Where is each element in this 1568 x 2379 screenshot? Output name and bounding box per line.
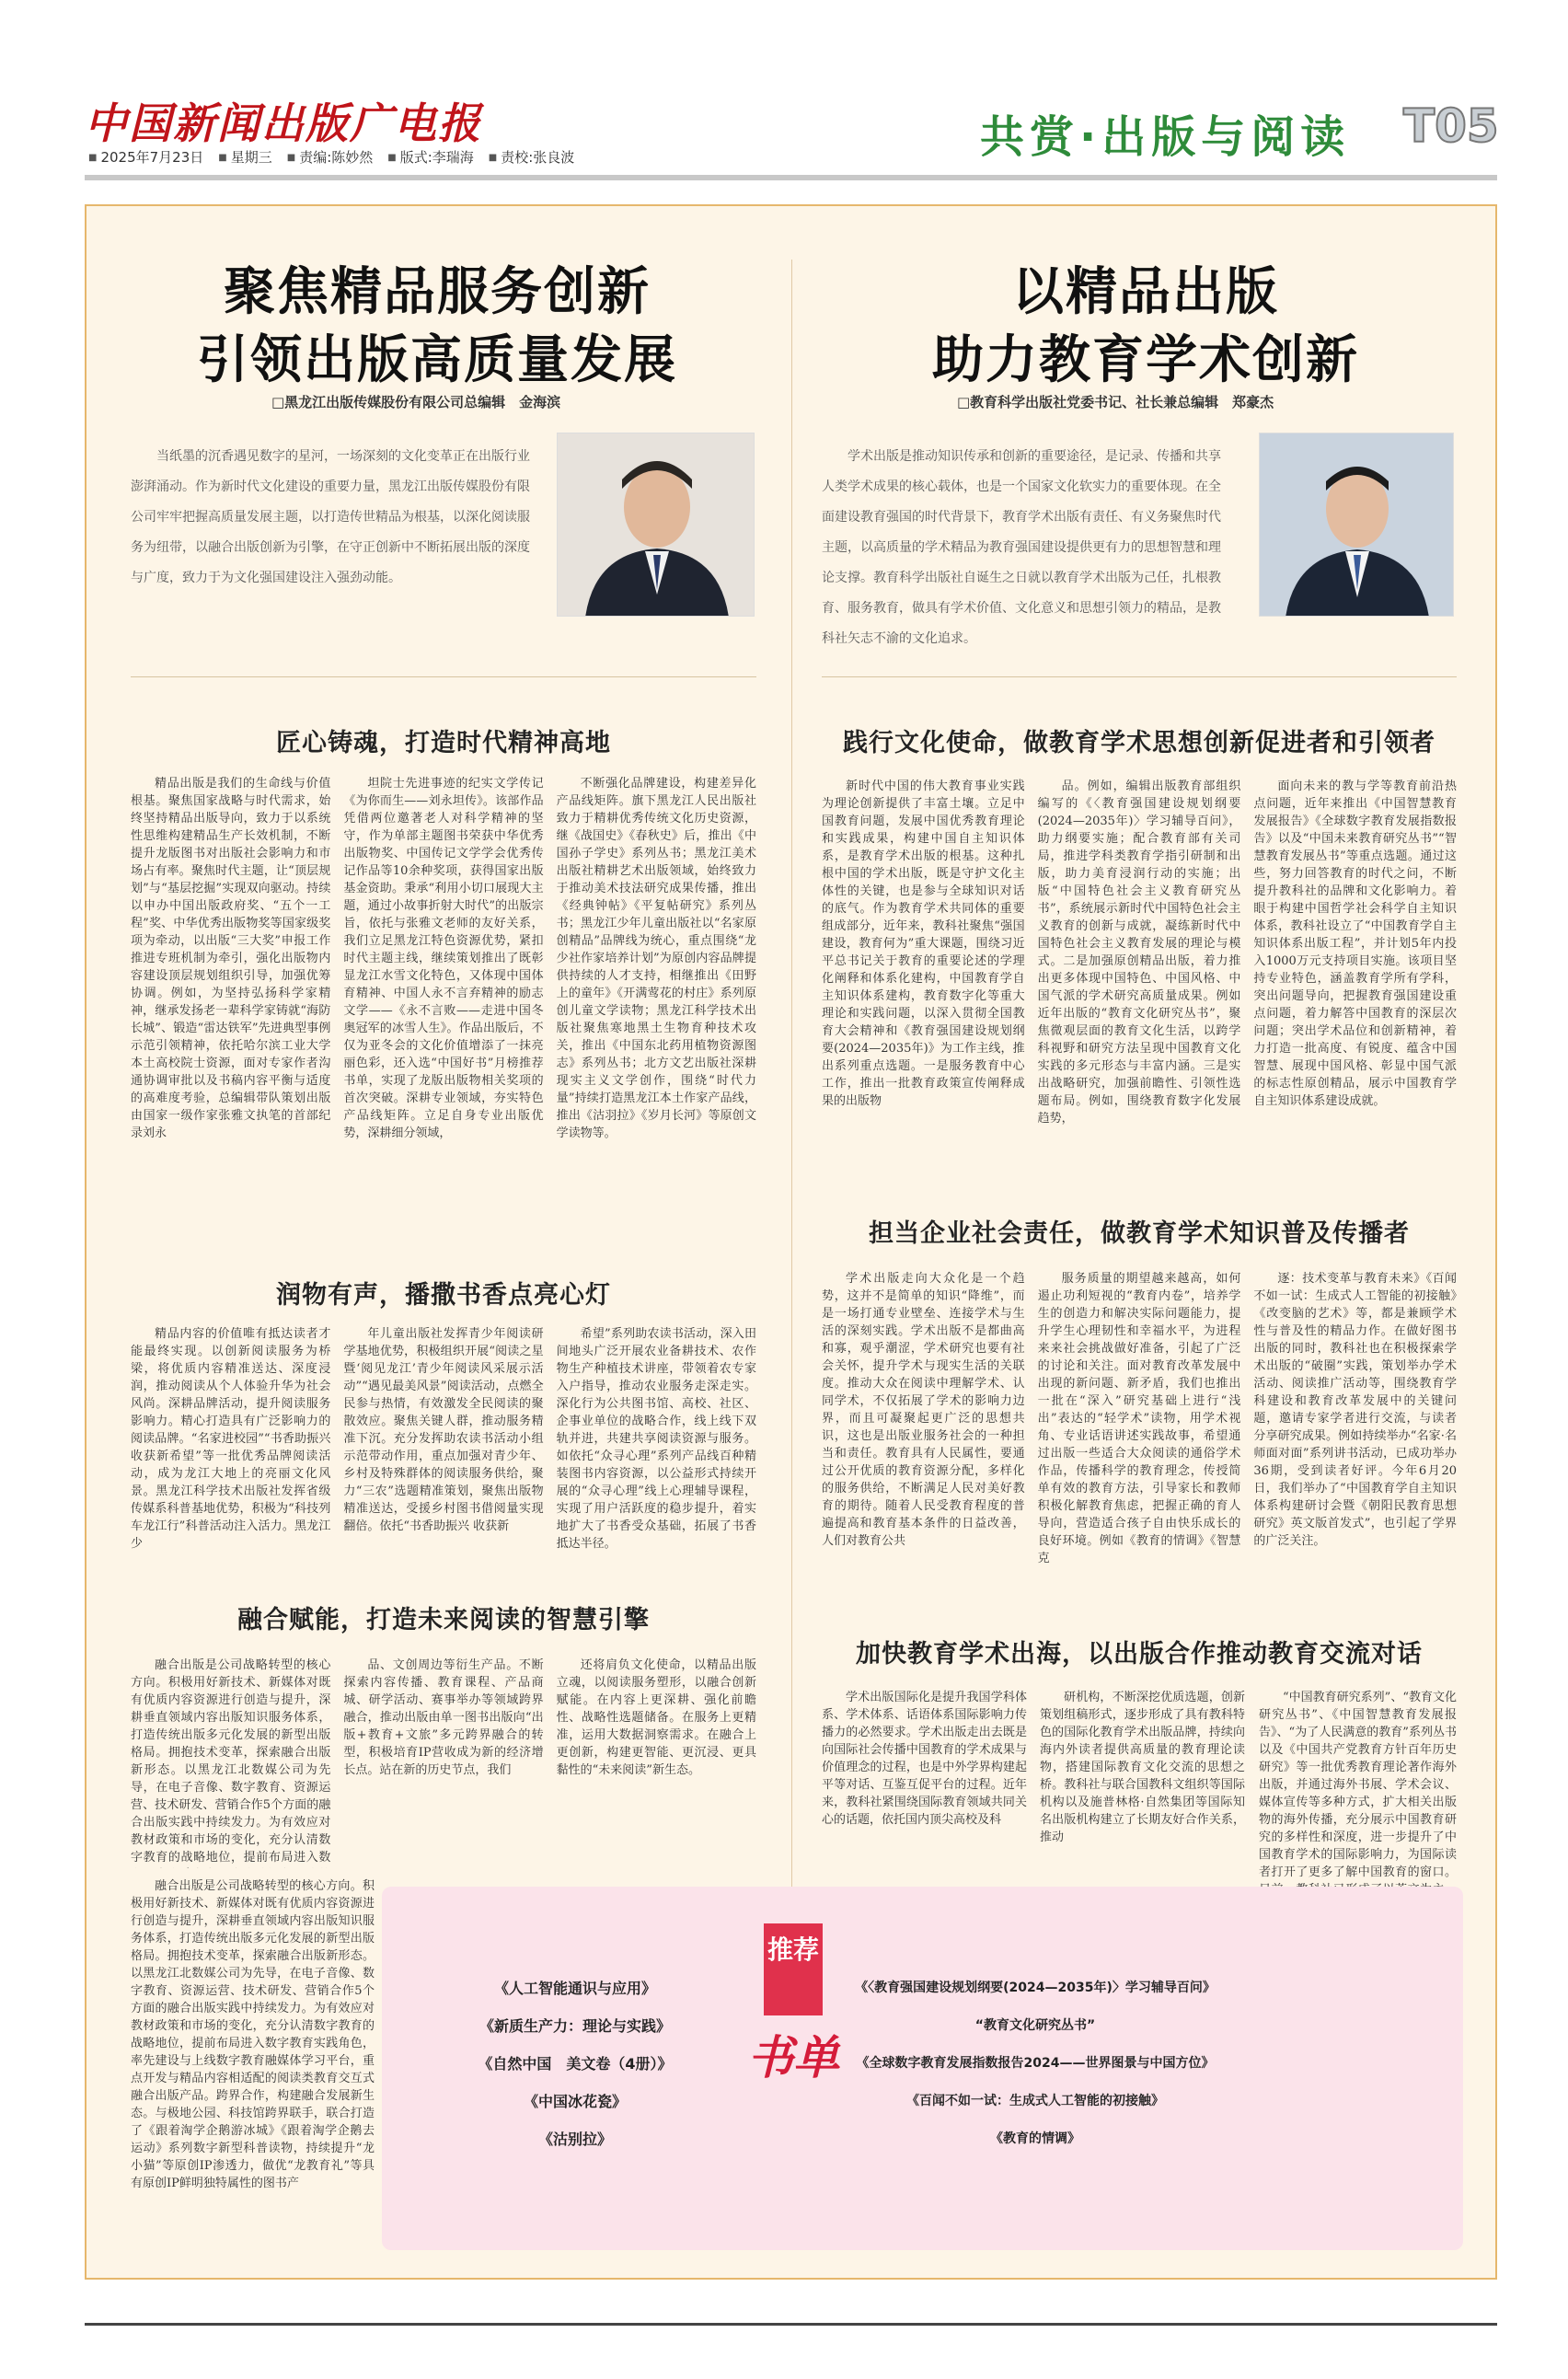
- masthead: [0, 0, 1568, 184]
- left-s1-col1: 精品出版是我们的生命线与价值根基。聚焦国家战略与时代需求，始终坚持精品出版导向，致力于以系统性思维构建精品生产长效机制，不断提升龙版图书对出版社会影响力和市场占有率。聚焦时代主题，让“顶层规划”与“基层挖掘”实现双向驱动。持续以申办中国出版政府奖、“五个一工程”奖、中华优秀出版物奖等国家级奖项为牵动，以出版“三大奖”申报工作推进专班机制为牵引，强化出版物内容建设顶层规划组织引导，加强优筹协调。例如，为坚持弘扬科学家精神，继承发扬老一辈科学家铸就“海防长城”、锻造“雷达铁军”先进典型事例示范引领精神，依托哈尔滨工业大学本土高校院士资源，面对专家作者沟通协调审批以及书稿内容平衡与适度的高难度考验，总编辑带队策划出版由国家一级作家张雅文执笔的首部纪录刘永: [131, 777, 331, 1140]
- page-number: T05: [1403, 99, 1499, 153]
- book-item: 《全球数字教育发展指数报告2024——世界图景与中国方位》: [856, 2056, 1215, 2071]
- right-subhead-1: 践行文化使命，做教育学术思想创新促进者和引领者: [843, 729, 1435, 757]
- issue-date: ■ 2025年7月23日: [88, 147, 203, 167]
- right-s2-col3: 逐：技术变革与教育未来》《百闻不如一试：生成式人工智能的初接触》《改变脑的艺术》等，都是兼顾学术性与普及性的精品力作。在做好图书出版的同时，教科社也在积极探索学术出版的“破圈”实践，策划举办学术活动、阅读推广活动等，围绕教育学科建设和教育改革发展中的关键问题，邀请专家学者进行交流，与读者分享研究成果。例如持续举办“名家·名师面对面”系列讲书活动，已成功举办36期，受到读者好评。今年6月20日，我们举办了“中国教育学自主知识体系构建研讨会暨《朝阳民教育思想研究》英文版首发式”，也引起了学界的广泛关注。: [1253, 1272, 1457, 1548]
- proof-credit: ■ 责校:张良波: [489, 147, 575, 167]
- editor-credit: ■ 责编:陈妙然: [287, 147, 374, 167]
- left-s2-col2: 年儿童出版社发挥青少年阅读研学基地优势，积极组织开展“阅读之星暨‘阅见龙江’青少年阅读风采展示活动”“遇见最美风景”阅读活动，点燃全民参与热情，有效激发全民阅读的聚散效应。聚焦关键人群，推动服务精准下沉。充分发挥助农读书活动小组示范带动作用，重点加强对青少年、乡村及特殊群体的阅读服务供给，聚力“三农”选题精准策划，聚焦出版物精准送达，受援乡村图书借阅量实现翻倍。依托“书香助振兴 收获新: [343, 1327, 544, 1533]
- left-s3-col2: 品、文创周边等衍生产品。不断探索内容传播、教育课程、产品商城、研学活动、赛事举办等领域跨界融合，推动出版由单一图书出版向“出版+教育+文旅”多元跨界融合的转型，积极培育IP营收成为新的经济增长点。站在新的历史节点，我们: [343, 1658, 544, 1777]
- footer-rule: [85, 2323, 1497, 2326]
- book-list-left: [405, 1969, 745, 2158]
- left-s3-col3: 还将肩负文化使命，以精品出版立魂，以阅读服务塑形，以融合创新赋能。在内容上更深耕、强化前瞻性、战略性选题储备。在服务上更精准，运用大数据洞察需求。在融合上更创新，构建更智能、更沉浸、更具黏性的“未来阅读”新生态。: [556, 1658, 756, 1777]
- left-section-3-body: [131, 1657, 756, 1868]
- left-s3-col1: 融合出版是公司战略转型的核心方向。积极用好新技术、新媒体对既有优质内容资源进行创造与提升，深耕垂直领域内容出版知识服务体系，打造传统出版多元化发展的新型出版格局。拥抱技术变革，探索融合出版新形态。以黑龙江北数媒公司为先导，在电子音像、数字教育、资源运营、技术研发、营销合作5个方面的融合出版实践中持续发力。为有效应对教材政策和市场的变化，充分认清数字教育的战略地位，提前布局进入数: [131, 1658, 331, 1865]
- right-s3-col2: 研机构，不断深挖优质选题，创新策划组稿形式，逐步形成了具有教科特色的国际化教育学术出版品牌，持续向海内外读者提供高质量的教育理论读物，搭建国际教育文化交流的思想之桥。教科社与联合国教科文组织等国际机构以及施普林格·自然集团等国际知名出版机构建立了长期友好合作关系，推动: [1040, 1691, 1245, 1844]
- left-byline: □黑龙江出版传媒股份有限公司总编辑 金海滨: [271, 394, 561, 410]
- right-section-1-body: [822, 778, 1457, 1201]
- left-subhead-1: 匠心铸魂，打造时代精神高地: [276, 729, 611, 757]
- right-headline-line1: 以精品出版: [1012, 261, 1279, 322]
- book-item: 《百闻不如一试：生成式人工智能的初接触》: [906, 2094, 1164, 2108]
- book-list-right: [833, 1969, 1238, 2158]
- books-word: 书单: [747, 2030, 839, 2085]
- right-s1-col1: 新时代中国的伟大教育事业实践为理论创新提供了丰富土壤。立足中国教育问题，发展中国优秀教育理论和实践成果，构建中国自主知识体系，是教育学术出版的根基。这种扎根中国的学术出版，既是守护文化主体性的关键，也是参与全球知识对话的底气。作为教育学术共同体的重要组成部分，近年来，教科社聚焦“强国建设，教育何为”重大课题，围绕习近平总书记关于教育的重要论述的学理化阐释和体系化建构，中国教育学自主知识体系建构，教育数字化等重大理论和实践问题，以深入贯彻全国教育大会精神和《教育强国建设规划纲要(2024—2035年)》为工作主线，推出系列重点选题。一是服务教育中心工作，推出一批教育政策宣传阐释成果的出版物: [822, 780, 1025, 1108]
- right-author-photo: [1259, 433, 1454, 617]
- books-banner: 推荐: [764, 1923, 823, 2015]
- section-title: 共赏·出版与阅读: [980, 111, 1351, 163]
- right-section-2-body: [822, 1270, 1457, 1601]
- book-item: 《中国冰花瓷》: [523, 2093, 627, 2110]
- right-s1-col2: 品。例如，编辑出版教育部组织编写的《〈教育强国建设规划纲要(2024—2035年)〉学习辅导百问》，助力纲要实施；配合教育部有关司局，推进学科类教育学指引研制和出版，助力美育浸润行动的实施；出版“中国特色社会主义教育研究丛书”，系统展示新时代中国特色社会主义教育的创新与成就，凝练新时代中国特色社会主义教育发展的理论与模式。二是加强原创精品出版，着力推出更多体现中国特色、中国风格、中国气派的学术研究高质量成果。例如近年出版的“教育文化研究丛书”，聚焦微观层面的教育文化生活，以跨学科视野和研究方法呈现中国教育文化实践的多元形态与丰富内涵。三是实出战略研究，加强前瞻性、引领性选题布局。例如，围绕教育数字化发展趋势，: [1037, 780, 1241, 1126]
- right-byline: □教育科学出版社党委书记、社长兼总编辑 郑豪杰: [957, 394, 1274, 410]
- right-s1-col3: 面向未来的教与学等教育前沿热点问题，近年来推出《中国智慧教育发展报告》《全球数字教育发展指数报告》以及“中国未来教育研究丛书”“智慧教育发展丛书”等重点选题。通过这些，努力回答教育的时代之问，不断提升教科社的品牌和文化影响力。着眼于构建中国哲学社会科学自主知识体系，教科社设立了“中国教育学自主知识体系出版工程”，并计划5年内投入1000万元支持项目实施。该项目坚持专业特色，涵盖教育学所有学科，突出问题导向，把握教育强国建设重点问题，着力解答中国教育的深层次问题；突出学术品位和创新精神，着力打造一批高度、有锐度、蕴含中国智慧、展现中国风格、彰显中国气派的标志性原创精品，展示中国教育学自主知识体系建设成就。: [1253, 780, 1457, 1108]
- book-item: 《〈教育强国建设规划纲要(2024—2035年)〉学习辅导百问》: [855, 1981, 1216, 1995]
- header-rule: [85, 175, 1497, 180]
- layout-credit: ■ 版式:李瑞海: [387, 147, 474, 167]
- right-lead: 学术出版是推动知识传承和创新的重要途径，是记录、传播和共享人类学术成果的核心载体，也是一个国家文化软实力的重要体现。在全面建设教育强国的时代背景下，教育学术出版有责任、有义务聚焦时代主题，以高质量的学术精品为教育强国建设提供更有力的思想智慧和理论支撑。教育科学出版社自诞生之日就以教育学术出版为己任，扎根教育、服务教育，做具有学术价值、文化意义和思想引领力的精品，是教科社矢志不渝的文化追求。: [822, 449, 1221, 646]
- right-headline-line2: 助力教育学术创新: [932, 329, 1359, 390]
- left-s2-col3: 希望”系列助农读书活动，深入田间地头广泛开展农业备耕技术、农作物生产种植技术讲座，带领着农专家入户指导，推动农业服务走深走实。深化行为公共图书馆、高校、社区、企事业单位的战略合作，线上线下双轨并进，共建共享阅读资源与服务。如依托“众寻心理”系列产品线百种精装图书内容资源，以公益形式持续开展的“众寻心理”线上心理辅导课程，实现了用户活跃度的稳步提升，着实地扩大了书香受众基础，拓展了书香抵达半径。: [556, 1327, 756, 1551]
- left-lead: 当纸墨的沉香遇见数字的星河，一场深刻的文化变革正在出版行业澎湃涌动。作为新时代文化建设的重要力量，黑龙江出版传媒股份有限公司牢牢把握高质量发展主题，以打造传世精品为根基，以深化阅读服务为纽带，以融合出版创新为引擎，在守正创新中不断拓展出版的深度与广度，致力于为文化强国建设注入强劲动能。: [131, 449, 530, 585]
- paper-name: 中国新闻出版广电报: [85, 98, 482, 148]
- left-section-1-body: [131, 775, 756, 1189]
- book-item: 《新质生产力：理论与实践》: [478, 2017, 671, 2035]
- right-subhead-2: 担当企业社会责任，做教育学术知识普及传播者: [869, 1219, 1410, 1248]
- right-headline: [847, 258, 1445, 394]
- left-s2-col1: 精品内容的价值唯有抵达读者才能最终实现。以创新阅读服务为桥梁，将优质内容精准送达、深度浸润，推动阅读从个人体验升华为社会风尚。深耕品牌活动，提升阅读服务影响力。精心打造具有广泛影响力的阅读品牌。“名家进校园”“书香助振兴 收获新希望”等一批优秀品牌阅读活动，成为龙江大地上的亮丽文化风景。黑龙江科学技术出版社发挥省级传媒系科普基地优势，积极为“科技列车龙江行”科普活动注入活力。黑龙江少: [131, 1327, 331, 1551]
- left-author-photo: [557, 433, 755, 617]
- book-item: 《自然中国 美文卷（4册）》: [478, 2055, 673, 2073]
- book-item: 《教育的情调》: [990, 2131, 1080, 2146]
- column-divider: [791, 260, 792, 1934]
- right-rule-1: [822, 676, 1457, 677]
- left-subhead-2: 润物有声，播撒书香点亮心灯: [276, 1281, 611, 1310]
- book-item: “教育文化研究丛书”: [974, 2018, 1096, 2033]
- right-s2-col2: 服务质量的期望越来越高，如何遏止功利短视的“教育内卷”，培养学生的创造力和解决实际问题能力，提升学生心理韧性和幸福水平，为进程来来社会挑战做好准备，引起了广泛的讨论和关注。面对教育改革发展中出现的新问题、新矛盾，我们也推出一批在“深入”研究基础上进行“浅出”表达的“轻学术”读物，用学术视角、专业话语讲述实践故事，希望通过出版一些适合大众阅读的通俗学术作品，传播科学的教育理念，传授简单有效的教育方法，引导家长和教师积极化解教育焦虑，把握正确的育人导向，营造适合孩子自由快乐成长的良好环境。例如《教育的情调》《智慧克: [1037, 1272, 1241, 1565]
- right-s2-col1: 学术出版走向大众化是一个趋势，这并不是简单的知识“降维”，而是一场打通专业壁垒、连接学术与生活的深刻实践。学术出版不是都曲高和寡，观乎潮涩，学术研究也要有社会关怀，提升学术与现实生活的关联度。推动大众在阅读中理解学术、认同学术，不仅拓展了学术的影响力边界，而且可凝聚起更广泛的思想共识，这也是出版业服务社会的一种担当和责任。教育具有人民属性，要通过公开优质的教育资源分配，多样化的服务供给，不断满足人民对美好教育的期待。随着人民受教育程度的普遍提高和教育基本条件的日益改善，人们对教育公共: [822, 1272, 1025, 1548]
- left-subhead-3: 融合赋能，打造未来阅读的智慧引擎: [237, 1606, 650, 1634]
- left-headline: [138, 258, 736, 394]
- right-subhead-3: 加快教育学术出海，以出版合作推动教育交流对话: [856, 1640, 1423, 1669]
- right-s3-col3: “中国教育研究系列”、“教育文化研究丛书”、《中国智慧教育发展报告》、“为了人民满意的教育”系列丛书以及《中国共产党教育方针百年历史研究》等一批优秀教育理论著作海外出版，并通过海外书展、学术会议、媒体宣传等多种方式，扩大相关出版物的海外传播，充分展示中国教育研究的多样性和深度，进一步提升了中国教育学术的国际影响力，为国际读者打开了更多了解中国教育的窗口。: [1259, 1691, 1457, 1879]
- left-s1-col2: 坦院士先进事迹的纪实文学传记《为你而生——刘永坦传》。该部作品凭借两位邀著老人对科学精神的坚守，作为单部主题图书荣获中华优秀出版物奖、中国传记文学学会优秀传记作品等10余种奖项，获得国家出版基金资助。秉承“利用小切口展现大主题，通过小故事折射大时代”的出版宗旨，依托与张雅文老师的友好关系，我们立足黑龙江特色资源优势，紧扣时代主题主线，继续策划推出了既彰显龙江水雪文化特色，又体现中国体育精神、中国人永不言弃精神的励志文学——《永不言败——走进中国冬奥冠军的冰雪人生》。作品出版后，不仅为亚冬会的文化价值增添了一抹亮丽色彩，还入选“中国好书”月榜推荐书单，实现了龙版出版物相关奖项的首次突破。深耕专业领域，夯实特色产品线矩阵。立足自身专业出版优势，深耕细分领域，: [343, 777, 544, 1140]
- right-s3-col1: 学术出版国际化是提升我国学科体系、学术体系、话语体系国际影响力传播力的必然要求。学术出版走出去既是向国际社会传播中国教育的学术成果与价值理念的过程，也是中外学界构建起平等对话、互鉴互促平台的过程。近年来，教科社紧围绕国际教育领域共同关心的话题，依托国内顶尖高校及科: [822, 1691, 1027, 1827]
- left-s3-col1-cont: 融合出版是公司战略转型的核心方向。积极用好新技术、新媒体对既有优质内容资源进行创造与提升，深耕垂直领域内容出版知识服务体系，打造传统出版多元化发展的新型出版格局。拥抱技术变革，探索融合出版新形态。以黑龙江北数媒公司为先导，在电子音像、数字教育、资源运营、技术研发、营销合作5个方面的融合出版实践中持续发力。为有效应对教材政策和市场的变化，充分认清数字教育的战略地位，提前布局进入数字教育实践角色，率先建设与上线数字教育融媒体学习平台，重点开发与精品内容相适配的阅读类教育交互式融合出版产品。跨界合作，构建融合发展新生态。与极地公园、科技馆跨界联手，联合打造了《跟着淘学企鹅游冰城》《跟着淘学企鹅去运动》系列数字新型科普读物，持续提升“龙小猫”等原创IP渗透力，做优“龙教育礼”等具有原创IP鲜明独特属性的图书产: [131, 1879, 375, 2190]
- issue-weekday: ■ 星期三: [218, 147, 271, 167]
- left-section-2-body: [131, 1325, 756, 1565]
- left-s1-col3: 不断强化品牌建设，构建差异化产品线矩阵。旗下黑龙江人民出版社致力于精耕优秀传统文化历史资源，继《战国史》《春秋史》后，推出《中国孙子学史》系列丛书；黑龙江美术出版社精耕艺术出版领域，始终致力于推动美术技法研究成果传播，推出《经典钟帖》《平复帖研究》系列丛书；黑龙江少年儿童出版社以“名家原创精品”品牌线为统心，重点围绕“龙少社作家培养计划”为原创内容品牌提供持续的人才支持，相继推出《田野上的童年》《开满莺花的村庄》系列原创儿童文学读物；黑龙江科学技术出版社聚焦寒地黑土生物育种技术攻关，推出《中国东北药用植物资源图志》系列丛书；北方文艺出版社深耕现实主义文学创作，围绕“时代力量”持续打造黑龙江本土作家产品线，推出《沽羽拉》《岁月长河》等原创文学读物等。: [556, 777, 756, 1140]
- book-item: 《人工智能通识与应用》: [493, 1980, 656, 1997]
- left-section-3-overflow: [131, 1877, 375, 2250]
- left-headline-line2: 引领出版高质量发展: [197, 329, 677, 390]
- left-headline-line1: 聚焦精品服务创新: [224, 261, 651, 322]
- left-rule-1: [131, 676, 756, 677]
- right-section-3-body: [822, 1689, 1245, 1868]
- issue-info: [88, 147, 574, 167]
- book-item: 《沽别拉》: [537, 2131, 612, 2148]
